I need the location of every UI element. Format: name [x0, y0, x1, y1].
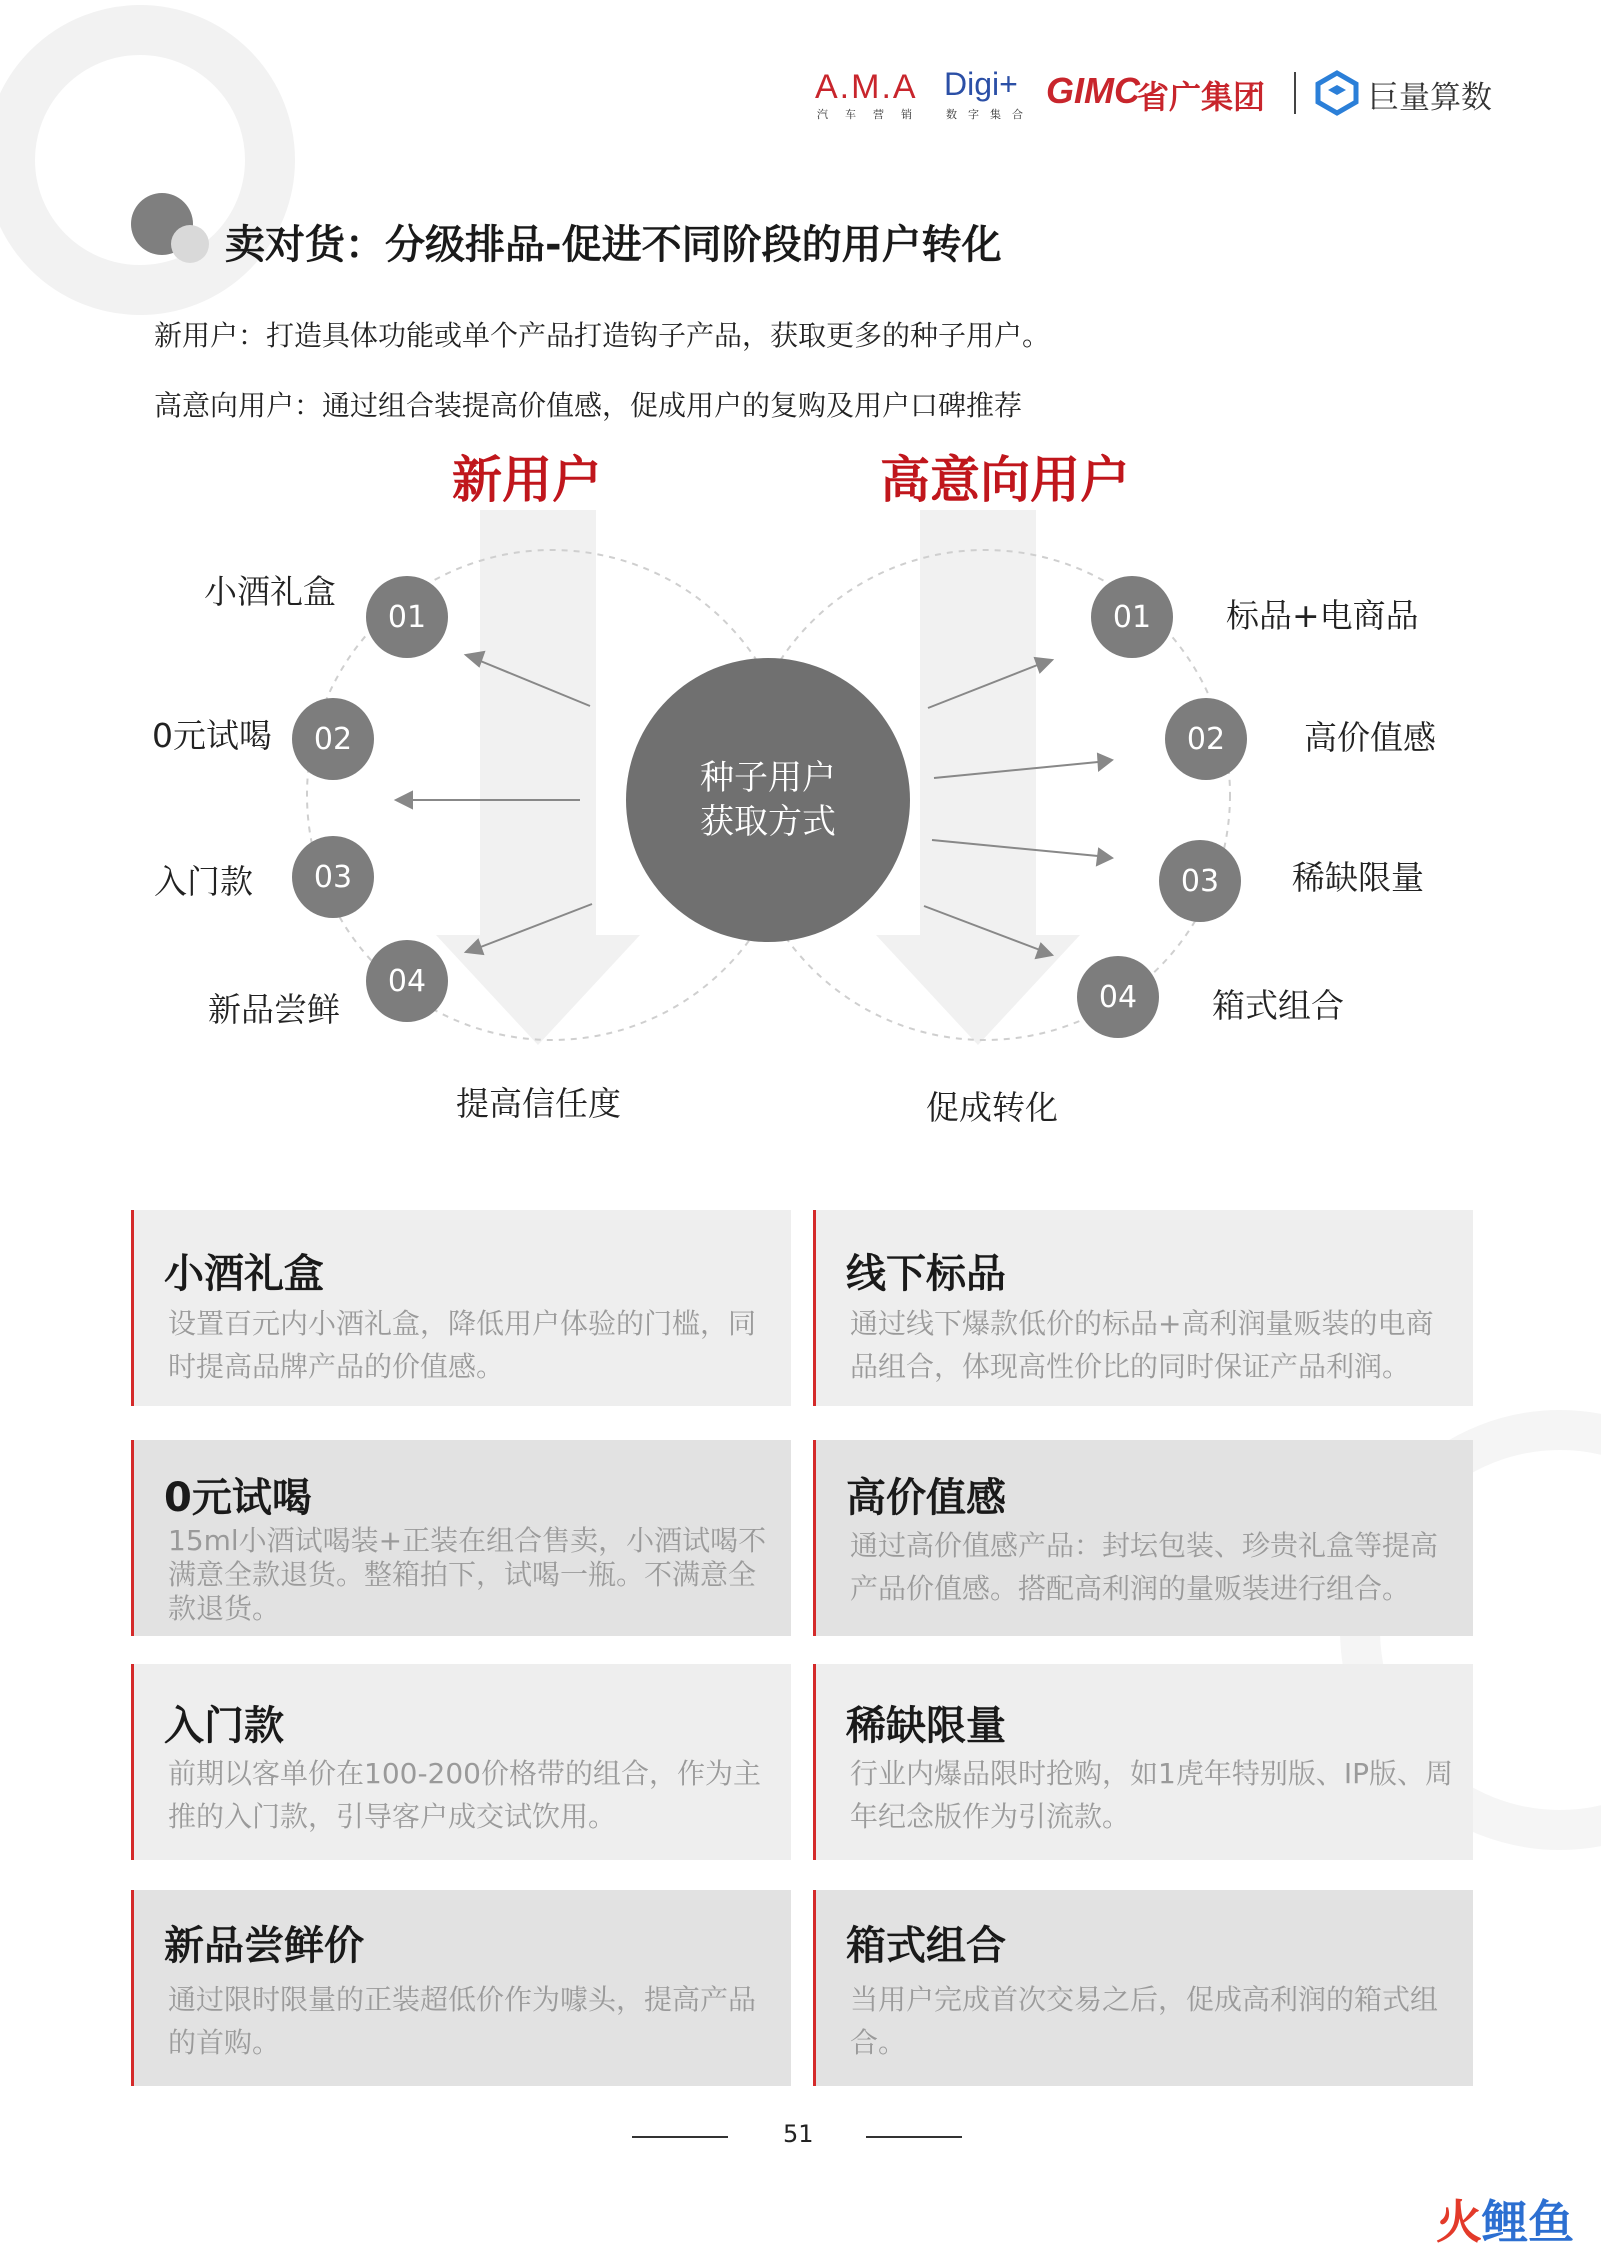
- intro-high-intent: 高意向用户：通过组合装提高价值感，促成用户的复购及用户口碑推荐: [154, 389, 1023, 422]
- left-label-02: 0元试喝: [152, 716, 272, 755]
- left-label-01: 小酒礼盒: [204, 572, 336, 611]
- card-entry-level: [131, 1664, 791, 1860]
- card-offline-standard: [813, 1210, 1473, 1406]
- card-scarce-limited: [813, 1664, 1473, 1860]
- page-number-line-left: [632, 2136, 728, 2138]
- title-bullet-icon: [130, 192, 210, 266]
- left-header: 新用户: [452, 451, 602, 509]
- card-title: 高价值感: [846, 1475, 1006, 1521]
- right-label-02: 高价值感: [1304, 718, 1436, 757]
- card-title: 箱式组合: [846, 1923, 1006, 1969]
- watermark-carp: 鲤鱼: [1482, 2195, 1574, 2249]
- watermark: [1436, 2186, 1574, 2252]
- right-label-01: 标品+电商品: [1226, 596, 1419, 635]
- gimc-logo-chinese: 省广集团: [1137, 78, 1266, 116]
- right-header: 高意向用户: [880, 451, 1130, 509]
- left-num-01: 01: [366, 576, 448, 658]
- page-title: 卖对货：分级排品-促进不同阶段的用户转化: [225, 222, 1002, 268]
- card-title: 入门款: [164, 1703, 284, 1749]
- card-high-value: [813, 1440, 1473, 1636]
- decor-ring: [0, 0, 300, 320]
- page-number: 51: [783, 2120, 814, 2148]
- right-bottom-label: 促成转化: [926, 1088, 1058, 1127]
- card-title: 0元试喝: [164, 1475, 312, 1521]
- right-num-02: 02: [1165, 698, 1247, 780]
- card-body: 通过线下爆款低价的标品+高利润量贩装的电商品组合，体现高性价比的同时保证产品利润。: [850, 1307, 1434, 1383]
- intro-new-user: 新用户：打造具体功能或单个产品打造钩子产品，获取更多的种子用户。: [154, 319, 1051, 352]
- right-label-03: 稀缺限量: [1292, 858, 1424, 897]
- logo-divider: [1294, 72, 1296, 114]
- center-circle: [626, 658, 910, 942]
- left-label-03: 入门款: [154, 862, 253, 901]
- digi-logo: Digi+: [944, 66, 1018, 102]
- card-body: 设置百元内小酒礼盒，降低用户体验的门槛，同时提高品牌产品的价值感。: [168, 1307, 757, 1383]
- right-num-01: 01: [1091, 576, 1173, 658]
- card-title: 稀缺限量: [846, 1703, 1006, 1749]
- card-new-product-price: [131, 1890, 791, 2086]
- juliang-logo-icon: [1314, 70, 1360, 116]
- juliang-logo-text: 巨量算数: [1368, 80, 1492, 116]
- right-label-04: 箱式组合: [1212, 986, 1344, 1025]
- card-title: 新品尝鲜价: [164, 1923, 364, 1969]
- card-free-trial: [131, 1440, 791, 1636]
- ama-logo-subtitle: 汽车营销: [817, 108, 929, 121]
- center-text-line2: 获取方式: [700, 802, 836, 842]
- card-body: 前期以客单价在100-200价格带的组合，作为主推的入门款，引导客户成交试饮用。: [168, 1757, 761, 1833]
- card-title: 小酒礼盒: [164, 1251, 324, 1297]
- card-small-gift-box: [131, 1210, 791, 1406]
- ama-logo: A.M.A: [815, 68, 918, 106]
- card-body: 通过高价值感产品：封坛包装、珍贵礼盒等提高产品价值感。搭配高利润的量贩装进行组合。: [850, 1529, 1439, 1605]
- right-num-04: 04: [1077, 956, 1159, 1038]
- gimc-logo: GIMC: [1046, 70, 1140, 111]
- left-bottom-label: 提高信任度: [456, 1084, 621, 1123]
- card-body: 行业内爆品限时抢购，如1虎年特别版、IP版、周年纪念版作为引流款。: [850, 1757, 1453, 1833]
- card-title: 线下标品: [846, 1251, 1006, 1297]
- right-num-03: 03: [1159, 840, 1241, 922]
- left-num-02: 02: [292, 698, 374, 780]
- page-number-line-right: [866, 2136, 962, 2138]
- left-label-04: 新品尝鲜: [208, 990, 340, 1029]
- watermark-fire: 火: [1436, 2195, 1482, 2249]
- digi-logo-subtitle: 数字集合: [946, 108, 1034, 121]
- card-body: 15ml小酒试喝装+正装在组合售卖，小酒试喝不满意全款退货。整箱拍下，试喝一瓶。不满意全款退货。: [168, 1524, 767, 1625]
- card-body: 通过限时限量的正装超低价作为噱头，提高产品的首购。: [168, 1983, 757, 2059]
- left-num-04: 04: [366, 940, 448, 1022]
- left-num-03: 03: [292, 836, 374, 918]
- card-body: 当用户完成首次交易之后，促成高利润的箱式组合。: [850, 1983, 1439, 2059]
- center-text-line1: 种子用户: [700, 758, 836, 798]
- card-box-combo: [813, 1890, 1473, 2086]
